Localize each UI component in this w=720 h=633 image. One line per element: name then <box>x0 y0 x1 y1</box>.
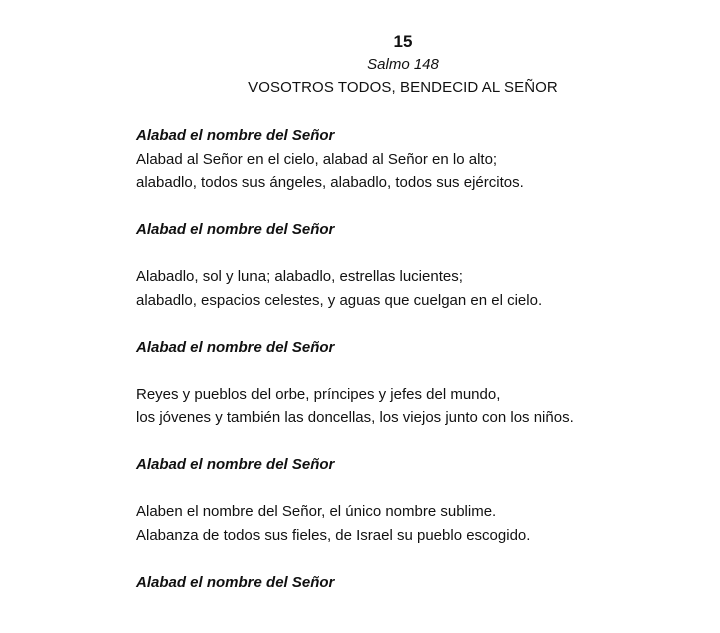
closing-refrain-line: Alabad el nombre del Señor <box>136 573 335 591</box>
stanza-gap <box>136 430 696 454</box>
psalm-header <box>0 31 720 99</box>
stanza-gap <box>136 312 696 336</box>
stanza-gap <box>136 547 696 571</box>
refrain-line: Alabad el nombre del Señor <box>136 221 335 238</box>
stanza-gap <box>136 242 696 266</box>
verse-line: Alabanza de todos sus fieles, de Israel su pueblo escogido. <box>136 526 531 544</box>
refrain-line: Alabad el nombre del Señor <box>136 127 335 144</box>
song-title: VOSOTROS TODOS, BENDECID AL SEÑOR <box>248 79 558 96</box>
refrain-line: Alabad el nombre del Señor <box>136 338 335 356</box>
refrain-line: Alabad el nombre del Señor <box>136 456 335 473</box>
verse-line: Alaben el nombre del Señor, el único nombre sublime. <box>136 503 497 520</box>
verse-line: alabadlo, espacios celestes, y aguas que cuelgan en el cielo. <box>136 291 543 309</box>
verse-line: los jóvenes y también las doncellas, los viejos junto con los niños. <box>136 409 574 426</box>
stanza-gap <box>136 477 696 501</box>
verse-line: Alabad al Señor en el cielo, alabad al Señor en lo alto; <box>136 150 498 168</box>
verse-line: Alabadlo, sol y luna; alabadlo, estrellas lucientes; <box>136 268 463 285</box>
song-number: 15 <box>393 32 413 51</box>
stanza-gap <box>136 359 696 383</box>
stanza-gap <box>136 195 696 219</box>
psalm-body <box>136 124 696 594</box>
verse-line: alabadlo, todos sus ángeles, alabadlo, todos sus ejércitos. <box>136 174 524 191</box>
verse-line: Reyes y pueblos del orbe, príncipes y jefes del mundo, <box>136 385 501 403</box>
psalm-reference: Salmo 148 <box>367 56 439 73</box>
